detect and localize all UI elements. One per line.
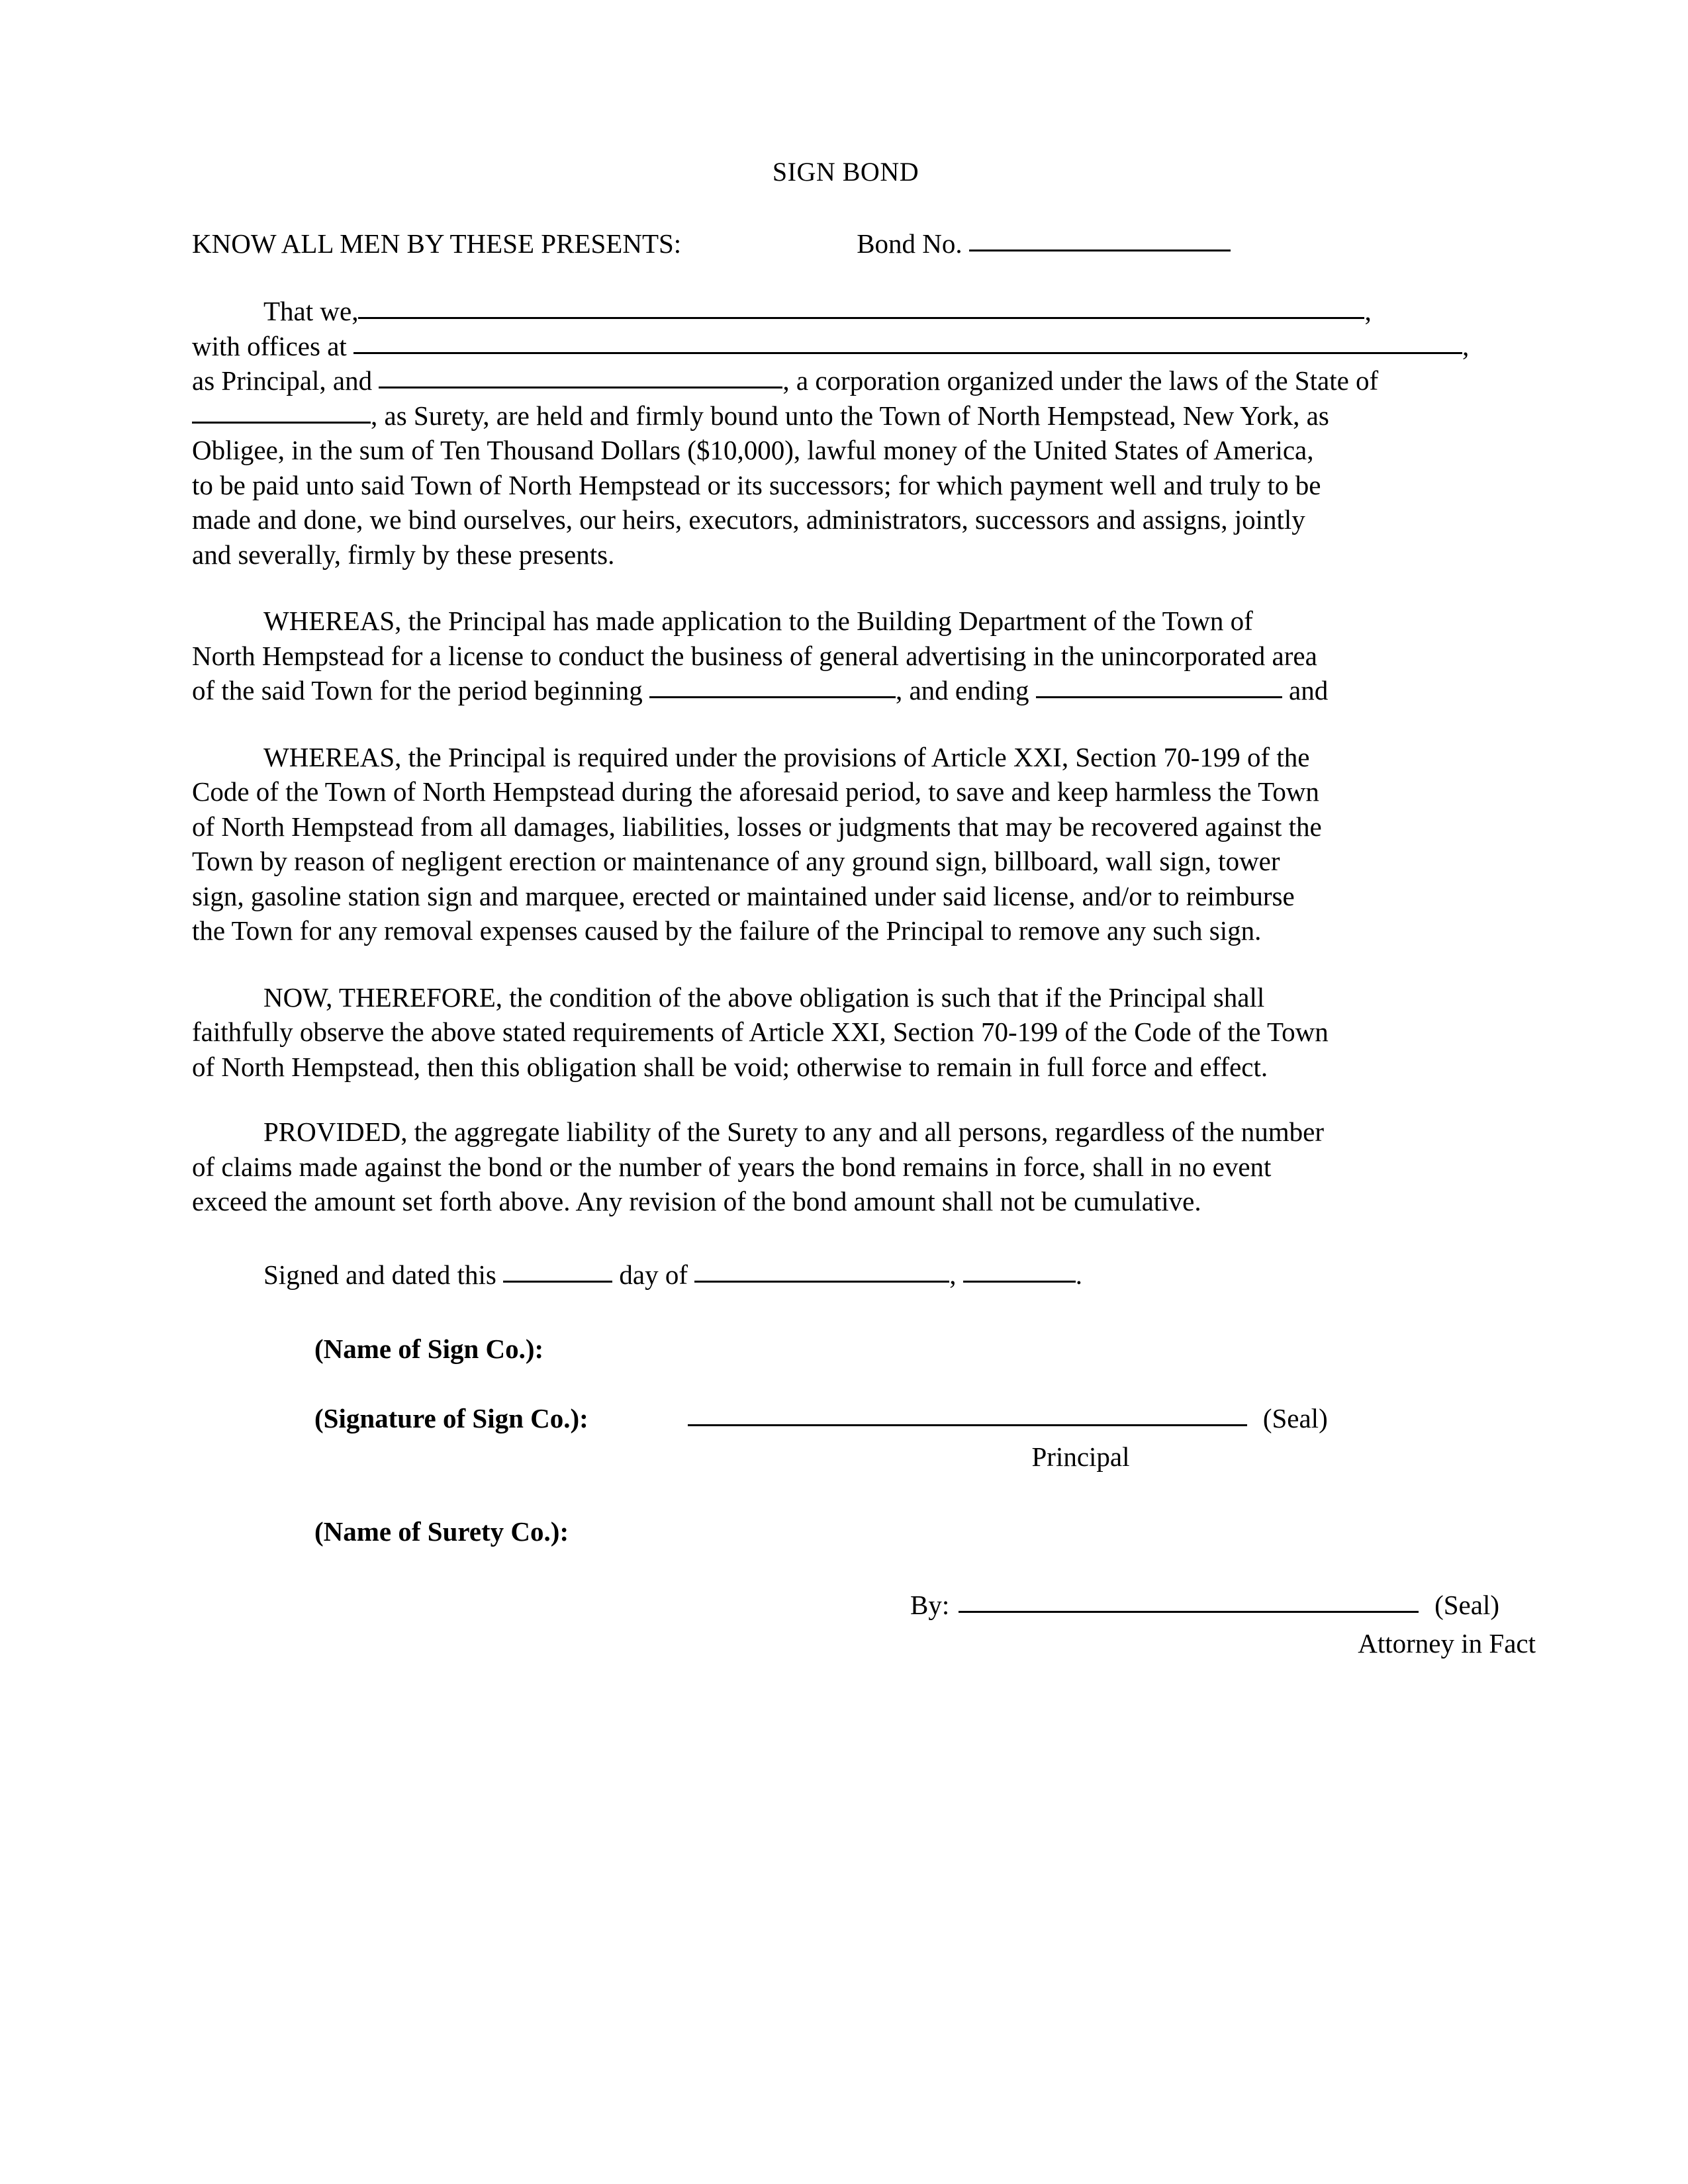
document-body [192,0,1536,1659]
preamble-row [192,230,1499,257]
signed-dated-label: Signed and dated this [263,1259,496,1290]
name-of-surety-co-label: (Name of Surety Co.): [314,1516,569,1547]
principal-seal-label: (Seal) [1262,1403,1328,1433]
whereas-requirement-paragraph [192,740,1499,948]
now-therefore-paragraph [192,980,1499,1085]
whereas1-line-3-c: and [1289,675,1329,705]
bond-number-blank[interactable] [969,250,1231,251]
payment-line: to be paid unto said Town of North Hempstead or its successors; for which payment well and truly to be [192,469,1321,500]
bind-line: made and done, we bind ourselves, our heirs, executors, administrators, successors and assigns, jointly [192,504,1305,535]
whereas-application-paragraph [192,604,1499,708]
now-therefore-line-3: of North Hempstead, then this obligation shall be void; otherwise to remain in full force and effect. [192,1051,1268,1082]
preamble-label: KNOW ALL MEN BY THESE PRESENTS: [192,228,682,259]
with-offices-trailing: , [1462,330,1470,361]
attorney-signature-row [192,1589,1499,1621]
bond-number-group [857,230,1230,257]
principal-address-blank[interactable] [353,352,1462,354]
whereas2-line-1: WHEREAS, the Principal is required under the provisions of Article XXI, Section 70-199 of the [263,741,1310,772]
attorney-signature-blank[interactable] [959,1611,1419,1613]
whereas1-line-3-b: , and ending [895,675,1029,705]
whereas2-line-6: the Town for any removal expenses caused by the failure of the Principal to remove any such sign. [192,915,1262,946]
by-label: By: [910,1590,950,1620]
as-principal-label: as Principal, and [192,365,373,396]
year-blank[interactable] [963,1281,1076,1283]
principal-signature-group [688,1402,1328,1434]
bond-number-label: Bond No. [857,228,962,259]
period-ending-blank[interactable] [1036,696,1282,698]
surety-seal-label: (Seal) [1434,1590,1499,1620]
attorney-in-fact-caption: Attorney in Fact [1358,1628,1536,1659]
whereas1-line-2: North Hempstead for a license to conduct the business of general advertising in the unincorporated area [192,640,1317,671]
whereas1-line-1: WHEREAS, the Principal has made application to the Building Department of the Town of [263,606,1253,636]
day-blank[interactable] [503,1281,612,1283]
page-title: SIGN BOND [772,157,919,187]
that-we-trailing: , [1364,296,1372,326]
surety-clause: , as Surety, are held and firmly bound unto the Town of North Hempstead, New York, as [371,400,1329,431]
month-blank[interactable] [694,1281,949,1283]
date-period: . [1075,1259,1082,1290]
signed-and-dated-row [192,1257,1499,1293]
whereas2-line-3: of North Hempstead from all damages, liabilities, losses or judgments that may be recovered against the [192,811,1322,842]
surety-state-blank[interactable] [192,422,371,424]
provided-line-2: of claims made against the bond or the number of years the bond remains in force, shall in no event [192,1151,1272,1182]
principal-caption: Principal [1031,1441,1130,1472]
whereas2-line-5: sign, gasoline station sign and marquee, erected or maintained under said license, and/or to reimburse [192,880,1295,911]
name-of-sign-co-label: (Name of Sign Co.): [314,1334,544,1364]
provided-line-1: PROVIDED, the aggregate liability of the Surety to any and all persons, regardless of the number [263,1116,1325,1147]
day-of-label: day of [619,1259,688,1290]
principal-signature-blank[interactable] [688,1424,1247,1426]
provided-paragraph [192,1115,1499,1219]
whereas2-line-2: Code of the Town of North Hempstead during the aforesaid period, to save and keep harmless the Town [192,776,1319,807]
that-we-label: That we, [263,296,359,326]
surety-name-blank[interactable] [379,387,782,388]
obligee-line: Obligee, in the sum of Ten Thousand Dollars ($10,000), lawful money of the United States of America, [192,435,1314,465]
with-offices-label: with offices at [192,330,347,361]
period-beginning-blank[interactable] [649,696,896,698]
recital-paragraph [192,294,1499,572]
now-therefore-line-2: faithfully observe the above stated requirements of Article XXI, Section 70-199 of the Code of the Town [192,1017,1329,1047]
principal-name-blank[interactable] [358,317,1364,319]
date-comma: , [949,1259,957,1290]
signature-of-sign-co-label: (Signature of Sign Co.): [314,1403,588,1433]
provided-line-3: exceed the amount set forth above. Any revision of the bond amount shall not be cumulative. [192,1186,1201,1216]
whereas2-line-4: Town by reason of negligent erection or maintenance of any ground sign, billboard, wall sign, tower [192,846,1280,876]
now-therefore-line-1: NOW, THEREFORE, the condition of the above obligation is such that if the Principal shall [263,981,1265,1013]
corporation-clause: , a corporation organized under the laws of the State of [782,365,1379,396]
severally-line: and severally, firmly by these presents. [192,539,615,570]
signature-of-sign-co-row [192,1402,1499,1434]
whereas1-line-3-a: of the said Town for the period beginning [192,675,643,705]
